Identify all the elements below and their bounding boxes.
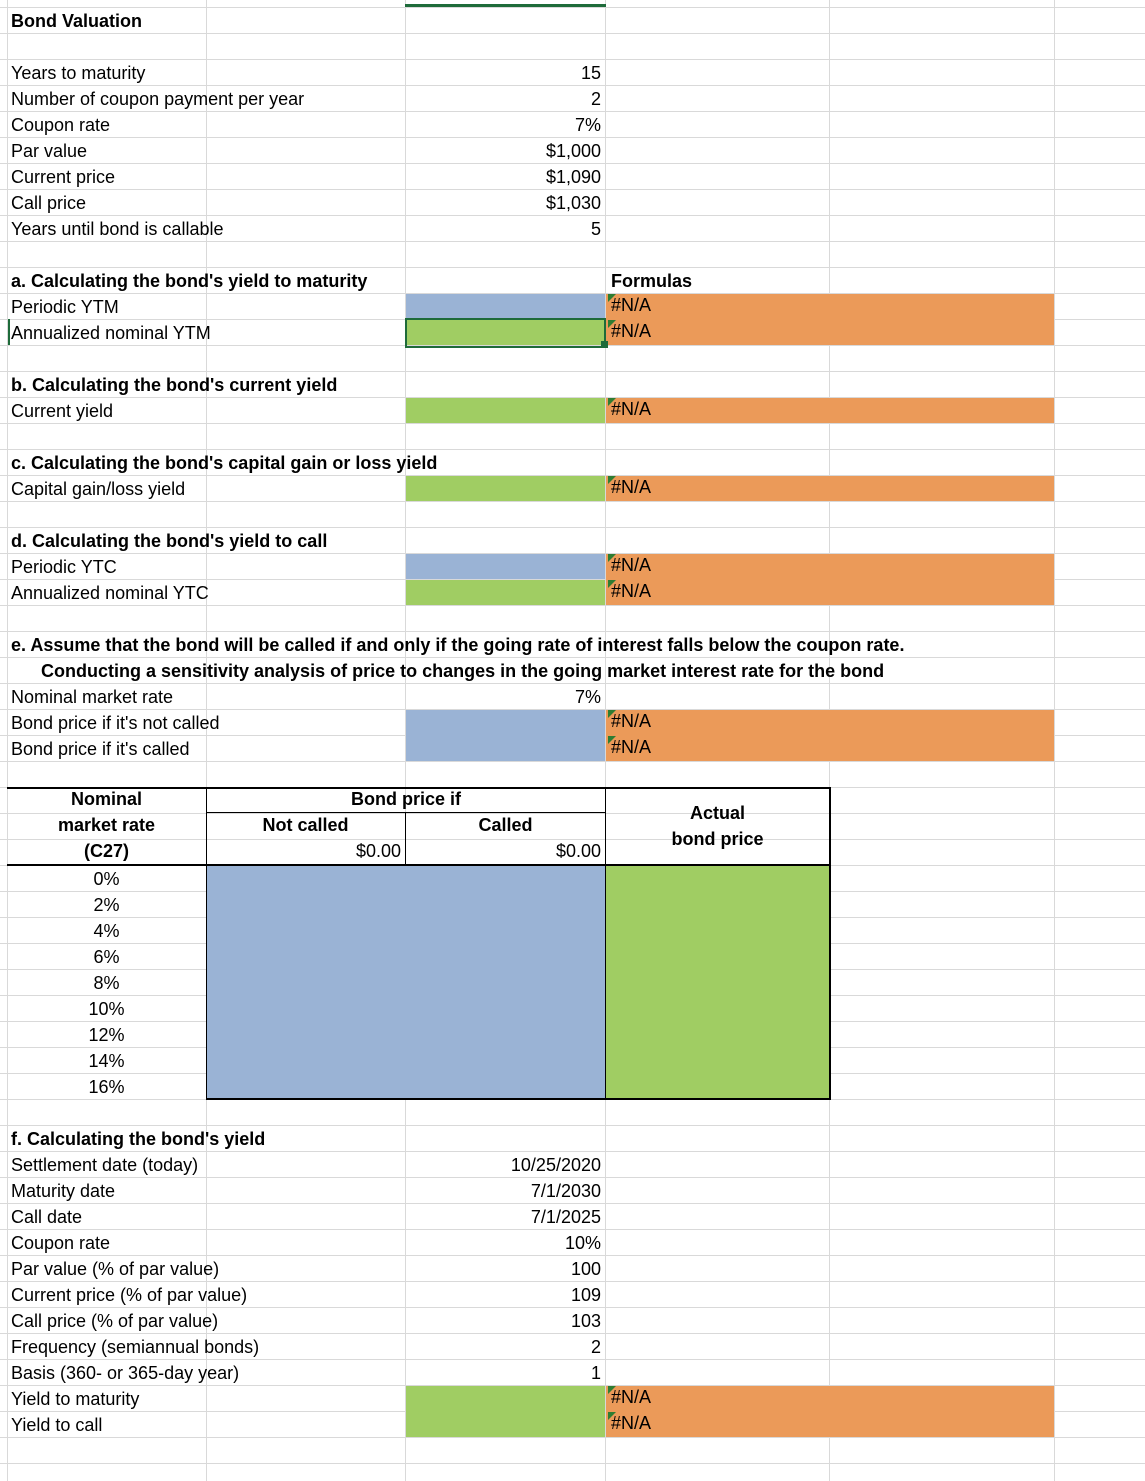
row-label: Capital gain/loss yield [11, 479, 186, 499]
formula-value[interactable]: #N/A [611, 737, 652, 757]
input-label: Par value (% of par value) [11, 1259, 220, 1279]
input-value[interactable]: 103 [570, 1311, 601, 1331]
table-header-called: Called [478, 815, 533, 835]
input-value[interactable]: 100 [570, 1259, 601, 1279]
input-label: Call date [11, 1207, 83, 1227]
rate-cell[interactable]: 12% [88, 1025, 125, 1045]
section-a-heading: a. Calculating the bond's yield to maturity [11, 271, 368, 291]
fill-handle[interactable] [601, 341, 608, 348]
grid-row-line [0, 1463, 1145, 1464]
formula-value[interactable]: #N/A [611, 321, 652, 341]
input-value[interactable]: 2 [590, 1337, 601, 1357]
section-e-heading: e. Assume that the bond will be called if and only if the going rate of interest falls below the coupon rate. [11, 635, 905, 655]
input-label: Coupon rate [11, 115, 111, 135]
yield-input-cells-f[interactable] [406, 1386, 605, 1437]
input-label: Basis (360- or 365-day year) [11, 1363, 240, 1383]
input-label: Call price (% of par value) [11, 1311, 219, 1331]
input-value[interactable]: 15 [580, 63, 601, 83]
actual-price-block[interactable] [606, 866, 829, 1098]
section-f-heading: f. Calculating the bond's yield [11, 1129, 266, 1149]
section-b-heading: b. Calculating the bond's current yield [11, 375, 338, 395]
rate-cell[interactable]: 16% [88, 1077, 125, 1097]
grid-row-line [0, 7, 1145, 8]
input-label: Current price [11, 167, 116, 187]
row-label: Periodic YTC [11, 557, 117, 577]
section-e-subheading: Conducting a sensitivity analysis of price to changes in the going market interest rate for the bond [41, 661, 885, 681]
periodic-ytc-input-cell[interactable] [406, 554, 605, 579]
formula-value[interactable]: #N/A [611, 581, 652, 601]
table-header-actual: Actual [689, 803, 745, 823]
row-label: Annualized nominal YTM [11, 323, 211, 343]
rate-cell[interactable]: 14% [88, 1051, 125, 1071]
input-label: Settlement date (today) [11, 1155, 199, 1175]
formula-value[interactable]: #N/A [611, 1413, 652, 1433]
row-label: Yield to call [11, 1415, 103, 1435]
formula-value[interactable]: #N/A [611, 555, 652, 575]
formula-cells-d[interactable] [606, 554, 1054, 605]
rate-cell[interactable]: 2% [93, 895, 120, 915]
input-value[interactable]: $1,000 [545, 141, 601, 161]
section-d-heading: d. Calculating the bond's yield to call [11, 531, 328, 551]
grid-col-line [1054, 0, 1055, 1481]
formula-value[interactable]: #N/A [611, 399, 652, 419]
input-label: Par value [11, 141, 88, 161]
input-label: Coupon rate [11, 1233, 111, 1253]
formulas-header: Formulas [611, 271, 693, 291]
input-value[interactable]: 10/25/2020 [510, 1155, 601, 1175]
row-selection-bar [8, 319, 10, 345]
called-value[interactable]: $0.00 [555, 841, 601, 861]
input-value[interactable]: 5 [590, 219, 601, 239]
input-label: Years to maturity [11, 63, 146, 83]
input-value[interactable]: 2 [590, 89, 601, 109]
table-header-bond-price: bond price [671, 829, 764, 849]
row-label: Annualized nominal YTC [11, 583, 209, 603]
input-value[interactable]: 109 [570, 1285, 601, 1305]
row-label: Bond price if it's not called [11, 713, 220, 733]
grid-row-line [0, 1437, 1145, 1438]
grid-row-line [0, 423, 1145, 424]
table-border [206, 1098, 831, 1100]
grid-row-line [0, 33, 1145, 34]
formula-cells-f[interactable] [606, 1386, 1054, 1437]
grid-col-line [7, 0, 8, 1481]
row-label: Bond price if it's called [11, 739, 190, 759]
table-header-bond-price-if: Bond price if [350, 789, 461, 809]
rate-cell[interactable]: 4% [93, 921, 120, 941]
annualized-ytc-input-cell[interactable] [406, 580, 605, 605]
input-value[interactable]: 10% [564, 1233, 601, 1253]
formula-cell-b[interactable] [606, 398, 1054, 423]
rate-cell[interactable]: 8% [93, 973, 120, 993]
row-label: Current yield [11, 401, 114, 421]
section-c-heading: c. Calculating the bond's capital gain or loss yield [11, 453, 438, 473]
formula-value[interactable]: #N/A [611, 295, 652, 315]
formula-value[interactable]: #N/A [611, 711, 652, 731]
table-header-cell-ref: (C27) [83, 841, 129, 861]
nominal-rate-value[interactable]: 7% [574, 687, 601, 707]
periodic-ytm-input-cell[interactable] [406, 294, 605, 319]
formula-value[interactable]: #N/A [611, 1387, 652, 1407]
column-selection-bar [405, 4, 606, 7]
active-cell-border[interactable] [405, 318, 606, 348]
table-border [829, 787, 831, 1099]
bond-price-input-cells[interactable] [406, 710, 605, 761]
not-called-value[interactable]: $0.00 [355, 841, 401, 861]
formula-cells-a[interactable] [606, 294, 1054, 345]
sensitivity-price-block[interactable] [207, 866, 605, 1098]
rate-cell[interactable]: 0% [93, 869, 120, 889]
capital-gain-input-cell[interactable] [406, 476, 605, 501]
table-header-nominal: Nominal [70, 789, 142, 809]
input-value[interactable]: $1,090 [545, 167, 601, 187]
rate-cell[interactable]: 6% [93, 947, 120, 967]
input-value[interactable]: 1 [590, 1363, 601, 1383]
row-label: Nominal market rate [11, 687, 174, 707]
input-label: Current price (% of par value) [11, 1285, 248, 1305]
current-yield-input-cell[interactable] [406, 398, 605, 423]
input-value[interactable]: 7% [574, 115, 601, 135]
input-label: Maturity date [11, 1181, 116, 1201]
input-label: Frequency (semiannual bonds) [11, 1337, 260, 1357]
sheet-title: Bond Valuation [11, 11, 143, 31]
row-label: Yield to maturity [11, 1389, 140, 1409]
row-label: Periodic YTM [11, 297, 119, 317]
formula-cell-c[interactable] [606, 476, 1054, 501]
formula-cells-e[interactable] [606, 710, 1054, 761]
input-value[interactable]: 7/1/2030 [530, 1181, 601, 1201]
rate-cell[interactable]: 10% [88, 999, 125, 1019]
formula-value[interactable]: #N/A [611, 477, 652, 497]
input-value[interactable]: $1,030 [545, 193, 601, 213]
input-label: Call price [11, 193, 87, 213]
input-label: Years until bond is callable [11, 219, 224, 239]
table-header-market-rate: market rate [57, 815, 156, 835]
table-header-not-called: Not called [262, 815, 349, 835]
input-label: Number of coupon payment per year [11, 89, 305, 109]
input-value[interactable]: 7/1/2025 [530, 1207, 601, 1227]
